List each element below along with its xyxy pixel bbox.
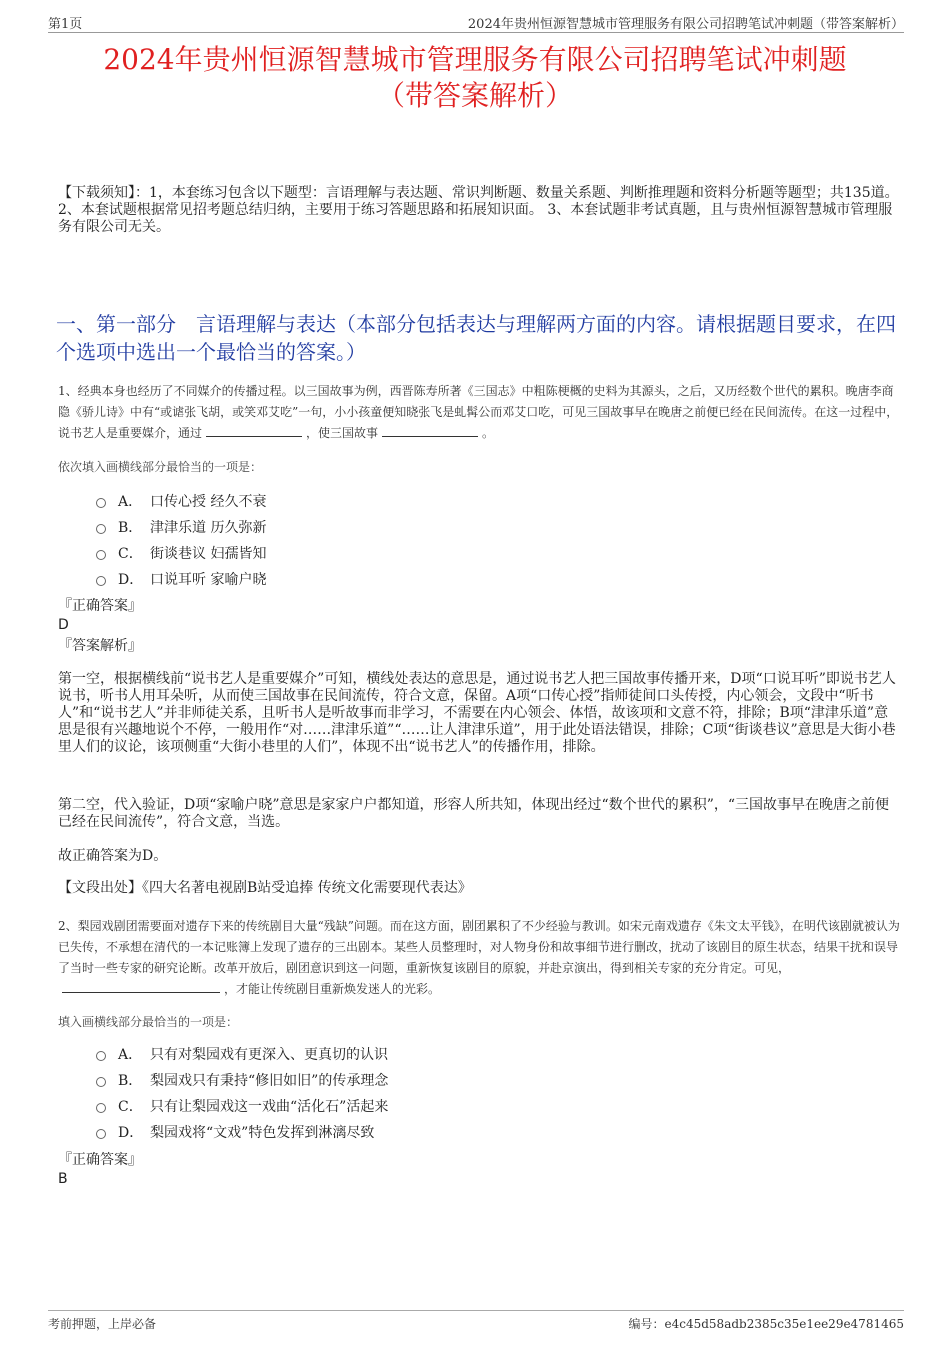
q2-option-d[interactable]: [96, 1119, 388, 1145]
q1-prompt: 依次填入画横线部分最恰当的一项是：: [58, 460, 263, 474]
download-notice: 【下载须知】：1，本套练习包含以下题型：言语理解与表达题、常识判断题、数量关系题、判断推理题和资料分析题等题型；共135道。 2、本套试题根据常见招考题总结归纳，主要用于练习答题思路和拓展知识面。 3、本套试题非考试真题，且与贵州恒源智慧城市管理服务有限公司无关。: [58, 185, 899, 235]
question-1-stem: [58, 381, 900, 444]
option-letter: B．: [118, 1073, 143, 1089]
q2-options: [96, 1041, 388, 1145]
q1-blank-2: [382, 423, 478, 437]
option-text: 梨园戏将“文戏”特色发挥到淋漓尽致: [150, 1125, 375, 1141]
q1-stem-mid: ，使三国故事: [306, 426, 379, 440]
option-text: 只有让梨园戏这一戏曲“活化石”活起来: [150, 1099, 389, 1115]
q1-analysis-paragraph-1: 第一空，根据横线前“说书艺人是重要媒介”可知，横线处表达的意思是，通过说书艺人把三国故事传播开来，D项“口说耳听”即说书艺人说书，听书人用耳朵听，从而使三国故事在民间流传，符合文意，保留。A项“口传心授”指师徒间口头传授，内心领会，文段中“听书人”和“说书艺人”并非师徒关系，且听书人是听故事而非学习，不需要在内心领会、体悟，故该项和文意不符，排除；B项“津津乐道”意思是很有兴趣地说个不停，一般用作“对……津津乐道”“……让人津津乐道”，用于此处语法错误，排除；C项“街谈巷议”意思是大街小巷里人们的议论，该项侧重“大街小巷里的人们”，体现不出“说书艺人”的传播作用，排除。: [58, 671, 896, 755]
q1-source: 【文段出处】《四大名著电视剧B站受追捧 传统文化需要现代表达》: [58, 880, 472, 896]
q2-prompt: 填入画横线部分最恰当的一项是：: [58, 1015, 239, 1029]
option-text: 口传心授 经久不衰: [150, 494, 267, 510]
radio-icon[interactable]: [96, 1077, 106, 1087]
running-title: 2024年贵州恒源智慧城市管理服务有限公司招聘笔试冲刺题（带答案解析）: [467, 17, 904, 32]
q2-stem-end: ，才能让传统剧目重新焕发迷人的光彩。: [224, 982, 441, 996]
q2-option-c[interactable]: [96, 1093, 388, 1119]
q1-option-d[interactable]: [96, 566, 266, 592]
footer-slogan: 考前押题，上岸必备: [48, 1317, 157, 1331]
option-text: 津津乐道 历久弥新: [150, 520, 267, 536]
option-letter: C．: [118, 1099, 143, 1115]
radio-icon[interactable]: [96, 1129, 106, 1139]
option-letter: B．: [118, 520, 143, 536]
option-letter: D．: [118, 572, 144, 588]
option-letter: D．: [118, 1125, 144, 1141]
radio-icon[interactable]: [96, 498, 106, 508]
radio-icon[interactable]: [96, 1051, 106, 1061]
q1-analysis-label: 『答案解析』: [58, 638, 142, 654]
page-number: 第1页: [48, 17, 83, 32]
option-letter: C．: [118, 546, 143, 562]
document-id: 编号：e4c45d58adb2385c35e1ee29e4781465: [628, 1317, 904, 1331]
q2-blank: [62, 979, 220, 993]
q1-answer-label: 『正确答案』: [58, 598, 142, 614]
option-text: 只有对梨园戏有更深入、更真切的认识: [150, 1047, 388, 1063]
q1-stem-text: 1、经典本身也经历了不同媒介的传播过程。以三国故事为例，西晋陈寿所著《三国志》中粗陈梗概的史料为其源头，之后，又历经数个世代的累积。晚唐李商隐《骄儿诗》中有“或谑张飞胡，或笑邓艾吃”一句，小小孩童便知晓张飞是虬髯公而邓艾口吃，可见三国故事早在晚唐之前便已经在民间流传。在这一过程中，说书艺人是重要媒介，通过: [58, 384, 899, 440]
radio-icon[interactable]: [96, 1103, 106, 1113]
title-line-2: （带答案解析）: [376, 79, 573, 112]
section-heading: 一、第一部分 言语理解与表达（本部分包括表达与理解两方面的内容。请根据题目要求，在四个选项中选出一个最恰当的答案。）: [56, 312, 896, 364]
q1-analysis-paragraph-2: 第二空，代入验证，D项“家喻户晓”意思是家家户户都知道，形容人所共知，体现出经过“数个世代的累积”，“三国故事早在晚唐之前便已经在民间流传”，符合文意，当选。: [58, 797, 890, 830]
q1-answer: D: [58, 617, 69, 633]
q2-option-b[interactable]: [96, 1067, 388, 1093]
question-2-stem: [58, 916, 900, 1000]
q1-option-c[interactable]: [96, 540, 266, 566]
footer-divider: [48, 1310, 904, 1311]
option-text: 梨园戏只有秉持“修旧如旧”的传承理念: [150, 1073, 389, 1089]
option-text: 口说耳听 家喻户晓: [150, 572, 267, 588]
radio-icon[interactable]: [96, 524, 106, 534]
q1-option-a[interactable]: [96, 488, 266, 514]
q2-stem-text: 2、梨园戏剧团需要面对遗存下来的传统剧目大量“残缺”问题。而在这方面，剧团累积了不少经验与教训。如宋元南戏遗存《朱文太平钱》，在明代该剧就被认为已失传，不承想在清代的一本记账簿上发现了遗存的三出剧本。某些人员整理时，对人物身份和故事细节进行删改，扰动了该剧目的原生状态，结果干扰和误导了当时一些专家的研究论断。改革开放后，剧团意识到这一问题，重新恢复该剧目的原貌，并赴京演出，得到相关专家的充分肯定。可见，: [58, 919, 900, 975]
header-divider: [48, 32, 904, 33]
radio-icon[interactable]: [96, 576, 106, 586]
q2-answer: B: [58, 1171, 68, 1187]
q2-option-a[interactable]: [96, 1041, 388, 1067]
q1-options: [96, 488, 266, 592]
q1-conclusion: 故正确答案为D。: [58, 848, 168, 864]
option-letter: A．: [118, 494, 143, 510]
radio-icon[interactable]: [96, 550, 106, 560]
title-line-1: 2024年贵州恒源智慧城市管理服务有限公司招聘笔试冲刺题: [103, 43, 847, 76]
document-title: [40, 42, 910, 114]
q1-stem-end: 。: [482, 426, 495, 440]
option-text: 街谈巷议 妇孺皆知: [150, 546, 267, 562]
q2-answer-label: 『正确答案』: [58, 1152, 142, 1168]
q1-blank-1: [206, 423, 302, 437]
q1-option-b[interactable]: [96, 514, 266, 540]
option-letter: A．: [118, 1047, 143, 1063]
